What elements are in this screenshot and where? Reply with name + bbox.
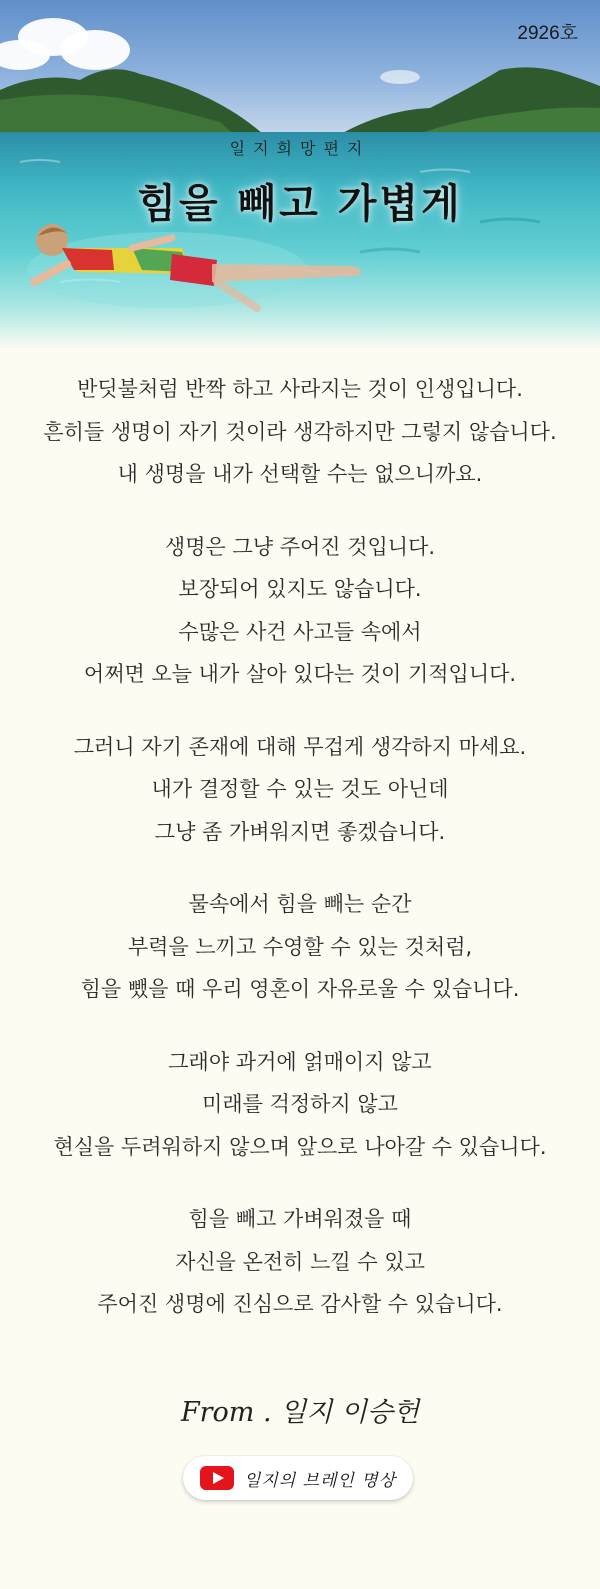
text-line: 주어진 생명에 진심으로 감사할 수 있습니다. [97,1292,503,1316]
text-line: 그러니 자기 존재에 대해 무겁게 생각하지 마세요. [73,734,527,759]
paragraph [0,726,600,854]
paragraph [0,1198,600,1326]
text-line: 어쩌면 오늘 내가 살아 있다는 것이 기적입니다. [83,662,517,686]
floating-swimmer-illustration [22,218,382,318]
paragraph [0,368,600,496]
text-line: 흔히들 생명이 자기 것이라 생각하지만 그렇지 않습니다. [43,419,557,444]
author-signature: From . 일지 이승헌 [180,1397,420,1428]
youtube-channel-label: 일지의 브레인 명상 [243,1470,397,1491]
text-line: 반딧불처럼 반짝 하고 사라지는 것이 인생입니다. [77,377,523,401]
text-line: 생명은 그냥 주어진 것입니다. [164,534,436,559]
text-line: 그래야 과거에 얽매이지 않고 [168,1049,432,1074]
text-line: 힘을 빼고 가벼워졌을 때 [188,1207,412,1231]
island-hills [0,60,600,142]
page-title: 힘을 빼고 가볍게 [137,180,463,227]
text-line: 내 생명을 내가 선택할 수는 없으니까요. [117,462,483,486]
letter-body [0,368,600,1356]
text-line: 힘을 뺐을 때 우리 영혼이 자유로울 수 있습니다. [80,977,520,1001]
paragraph [0,526,600,696]
text-line: 그냥 좀 가벼워지면 좋겠습니다. [154,819,446,844]
header-banner [0,0,600,350]
text-line: 부력을 느끼고 수영할 수 있는 것처럼, [127,934,473,959]
youtube-channel-button[interactable] [183,1456,413,1500]
issue-number: 2926호 [517,23,578,44]
paragraph [0,1041,600,1169]
text-line: 자신을 온전히 느낄 수 있고 [175,1249,425,1274]
text-line: 내가 결정할 수 있는 것도 아닌데 [151,777,449,801]
text-line: 물속에서 힘을 빼는 순간 [188,892,412,916]
text-line: 미래를 걱정하지 않고 [202,1092,398,1116]
youtube-play-icon [200,1466,234,1490]
text-line: 수많은 사건 사고들 속에서 [178,619,422,644]
text-line: 보장되어 있지도 않습니다. [178,577,422,601]
text-line: 현실을 두려워하지 않으며 앞으로 나아갈 수 있습니다. [53,1134,547,1159]
paragraph [0,883,600,1011]
letter-series-subtitle: 일지희망편지 [229,139,371,158]
